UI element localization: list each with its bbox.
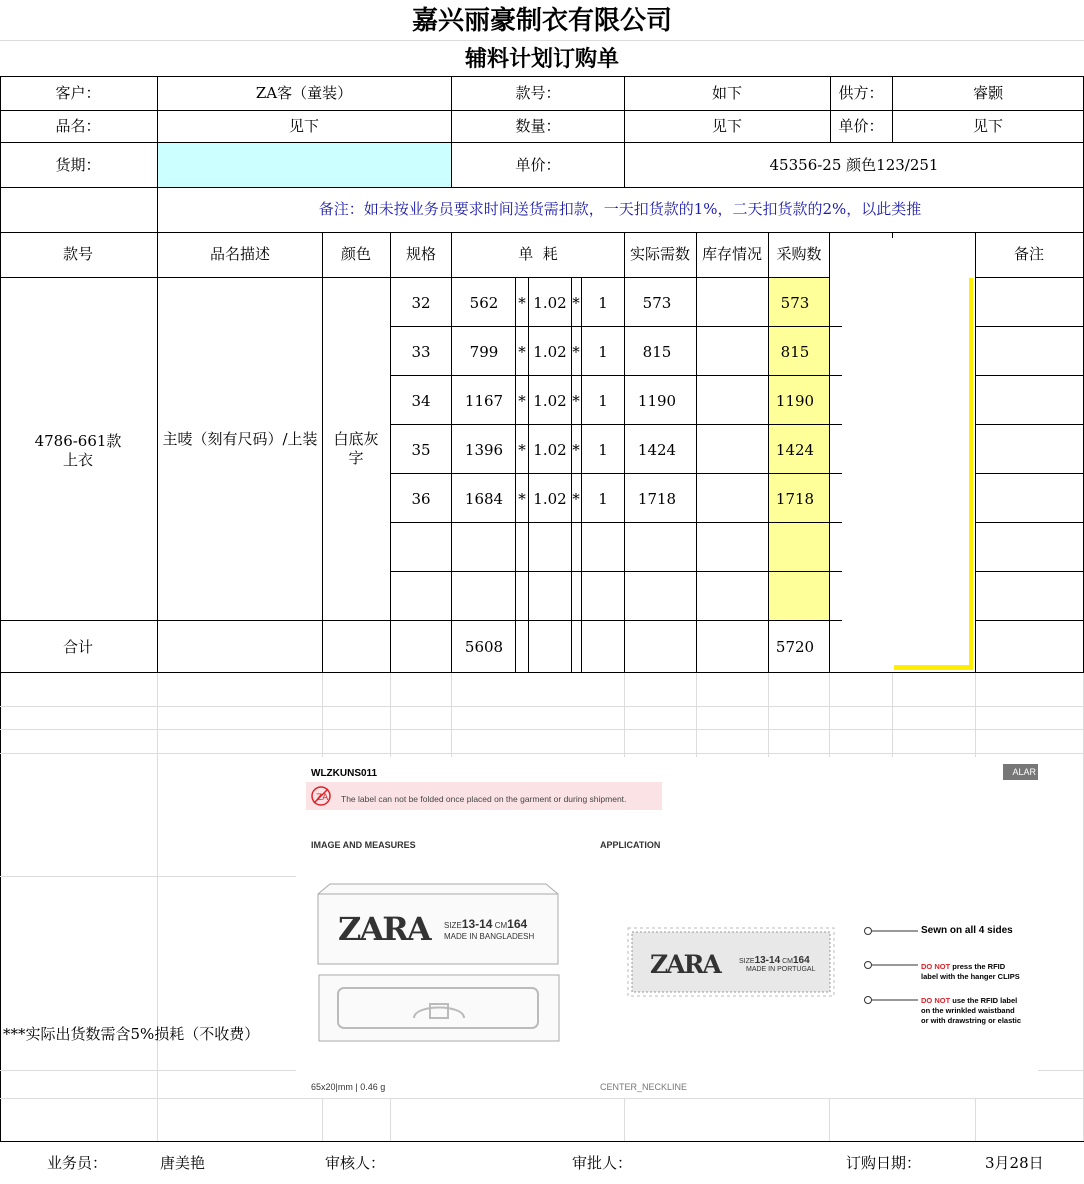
style-no-label: 款号： — [515, 84, 561, 102]
no-fold-icon — [310, 785, 332, 807]
unit-price-value[interactable]: 见下 — [972, 117, 1004, 135]
made-in-applied: MADE IN PORTUGAL — [746, 966, 816, 973]
size-cell[interactable]: 33 — [411, 343, 431, 361]
multiply-sign: * — [572, 343, 580, 361]
supplier-label: 供方： — [838, 84, 884, 102]
header-style-no: 款号 — [62, 245, 94, 263]
tag-badge: ALAR — [1003, 764, 1038, 780]
price2-label: 单价： — [515, 156, 561, 174]
size-info-applied: SIZE13-14 CM164 — [739, 955, 810, 966]
svg-text:ZA: ZA — [316, 793, 329, 803]
style-no-value[interactable]: 如下 — [711, 84, 743, 102]
factor-cell[interactable]: 1.02 — [533, 294, 567, 312]
multiply-sign: * — [518, 490, 526, 508]
purchase-cell[interactable]: 1424 — [775, 441, 815, 459]
quantity-cell[interactable]: 1167 — [464, 392, 504, 410]
size-cell[interactable]: 36 — [411, 490, 431, 508]
customer-label: 客户： — [55, 84, 101, 102]
brand-logo-applied: ZARA — [650, 950, 720, 979]
actual-need-cell[interactable]: 1718 — [637, 490, 677, 508]
salesman-value[interactable]: 唐美艳 — [160, 1154, 206, 1172]
quantity-value[interactable]: 见下 — [711, 117, 743, 135]
multiply-sign: * — [572, 490, 580, 508]
size-cell[interactable]: 34 — [411, 392, 431, 410]
instruction-hanger: DO NOT press the RFID label with the hanger CLIPS — [921, 962, 1020, 981]
description-cell[interactable]: 主唛（刻有尺码）/上装 — [162, 430, 318, 448]
quantity-label: 数量： — [515, 117, 561, 135]
header-size: 规格 — [405, 245, 437, 263]
multiply-sign: * — [518, 441, 526, 459]
header-color: 颜色 — [340, 245, 372, 263]
factor-cell[interactable]: 1.02 — [533, 441, 567, 459]
header-actual-need: 实际需数 — [629, 245, 691, 263]
label-position: CENTER_NECKLINE — [600, 1082, 688, 1092]
style-number-cell[interactable]: 4786-661款 上衣 — [34, 432, 122, 469]
grid-line — [0, 40, 1084, 41]
approver-label: 审批人： — [572, 1154, 633, 1172]
delivery-cell-fill[interactable] — [158, 143, 451, 187]
made-in-front: MADE IN BANGLADESH — [444, 932, 535, 941]
quantity-cell[interactable]: 562 — [469, 294, 499, 312]
quantity-cell[interactable]: 1396 — [464, 441, 504, 459]
supplier-value[interactable]: 睿颢 — [972, 84, 1004, 102]
instruction-sewn: Sewn on all 4 sides — [921, 925, 1013, 936]
selection-border-bottom — [894, 665, 973, 670]
application-title: APPLICATION — [600, 840, 661, 850]
loss-note: ***实际出货数需含5%损耗（不收费） — [3, 1025, 260, 1043]
brand-logo: ZARA — [338, 910, 430, 948]
actual-need-cell[interactable]: 1424 — [637, 441, 677, 459]
unit-price-label: 单价： — [838, 117, 884, 135]
purchase-cell[interactable]: 573 — [780, 294, 810, 312]
image-measures-title: IMAGE AND MEASURES — [311, 840, 416, 850]
order-date-value[interactable]: 3月28日 — [985, 1154, 1044, 1172]
order-date-label: 订购日期： — [846, 1154, 922, 1172]
quantity-cell[interactable]: 1684 — [464, 490, 504, 508]
multiplier-cell[interactable]: 1 — [598, 441, 608, 459]
label-measures: 65x20|mm | 0.46 g — [311, 1082, 386, 1092]
size-info-front: SIZE13-14 CM164 — [444, 917, 528, 931]
header-purchase: 采购数 — [776, 245, 822, 263]
instruction-pointers — [862, 924, 922, 1014]
multiply-sign: * — [572, 294, 580, 312]
multiplier-cell[interactable]: 1 — [598, 343, 608, 361]
multiply-sign: * — [518, 343, 526, 361]
factor-cell[interactable]: 1.02 — [533, 343, 567, 361]
purchase-cell[interactable]: 1190 — [775, 392, 815, 410]
delivery-label: 货期： — [55, 156, 101, 174]
purchase-cell[interactable]: 1718 — [775, 490, 815, 508]
color-cell[interactable]: 白底灰字 — [333, 430, 379, 467]
product-value[interactable]: 见下 — [288, 117, 320, 135]
label-spec-image — [296, 760, 1038, 1098]
document-title: 辅料计划订购单 — [464, 46, 620, 72]
header-stock: 库存情况 — [701, 245, 763, 263]
reviewer-label: 审核人： — [325, 1154, 386, 1172]
actual-need-cell[interactable]: 1190 — [637, 392, 677, 410]
header-usage: 单 耗 — [518, 245, 558, 263]
salesman-label: 业务员： — [47, 1154, 108, 1172]
selection-border-right — [969, 278, 973, 670]
total-purchase[interactable]: 5720 — [775, 638, 815, 656]
actual-need-cell[interactable]: 573 — [642, 294, 672, 312]
customer-value[interactable]: ZA客（童装） — [255, 84, 353, 102]
multiply-sign: * — [518, 294, 526, 312]
total-label: 合计 — [62, 638, 94, 656]
price2-value[interactable]: 45356-25 颜色123/251 — [769, 156, 939, 174]
instruction-waistband: DO NOT use the RFID label on the wrinkled waistband or with drawstring or elastic — [921, 996, 1022, 1025]
label-code: WLZKUNS011 — [311, 768, 378, 779]
multiply-sign: * — [572, 392, 580, 410]
actual-need-cell[interactable]: 815 — [642, 343, 672, 361]
rfid-back-drawing — [318, 974, 562, 1044]
factor-cell[interactable]: 1.02 — [533, 392, 567, 410]
multiply-sign: * — [572, 441, 580, 459]
purchase-cell[interactable]: 815 — [780, 343, 810, 361]
multiplier-cell[interactable]: 1 — [598, 392, 608, 410]
quantity-cell[interactable]: 799 — [469, 343, 499, 361]
multiplier-cell[interactable]: 1 — [598, 294, 608, 312]
multiplier-cell[interactable]: 1 — [598, 490, 608, 508]
product-label: 品名： — [55, 117, 101, 135]
company-title: 嘉兴丽豪制衣有限公司 — [411, 6, 673, 36]
remark-note: 备注：如未按业务员要求时间送货需扣款，一天扣货款的1%，二天扣货款的2%，以此类推 — [318, 200, 922, 218]
multiply-sign: * — [518, 392, 526, 410]
header-description: 品名描述 — [209, 245, 271, 263]
factor-cell[interactable]: 1.02 — [533, 490, 567, 508]
size-cell[interactable]: 32 — [411, 294, 431, 312]
total-quantity[interactable]: 5608 — [464, 638, 504, 656]
size-cell[interactable]: 35 — [411, 441, 431, 459]
header-remark: 备注 — [1013, 245, 1045, 263]
warning-text: The label can not be folded once placed on the garment or during shipment. — [341, 794, 627, 804]
